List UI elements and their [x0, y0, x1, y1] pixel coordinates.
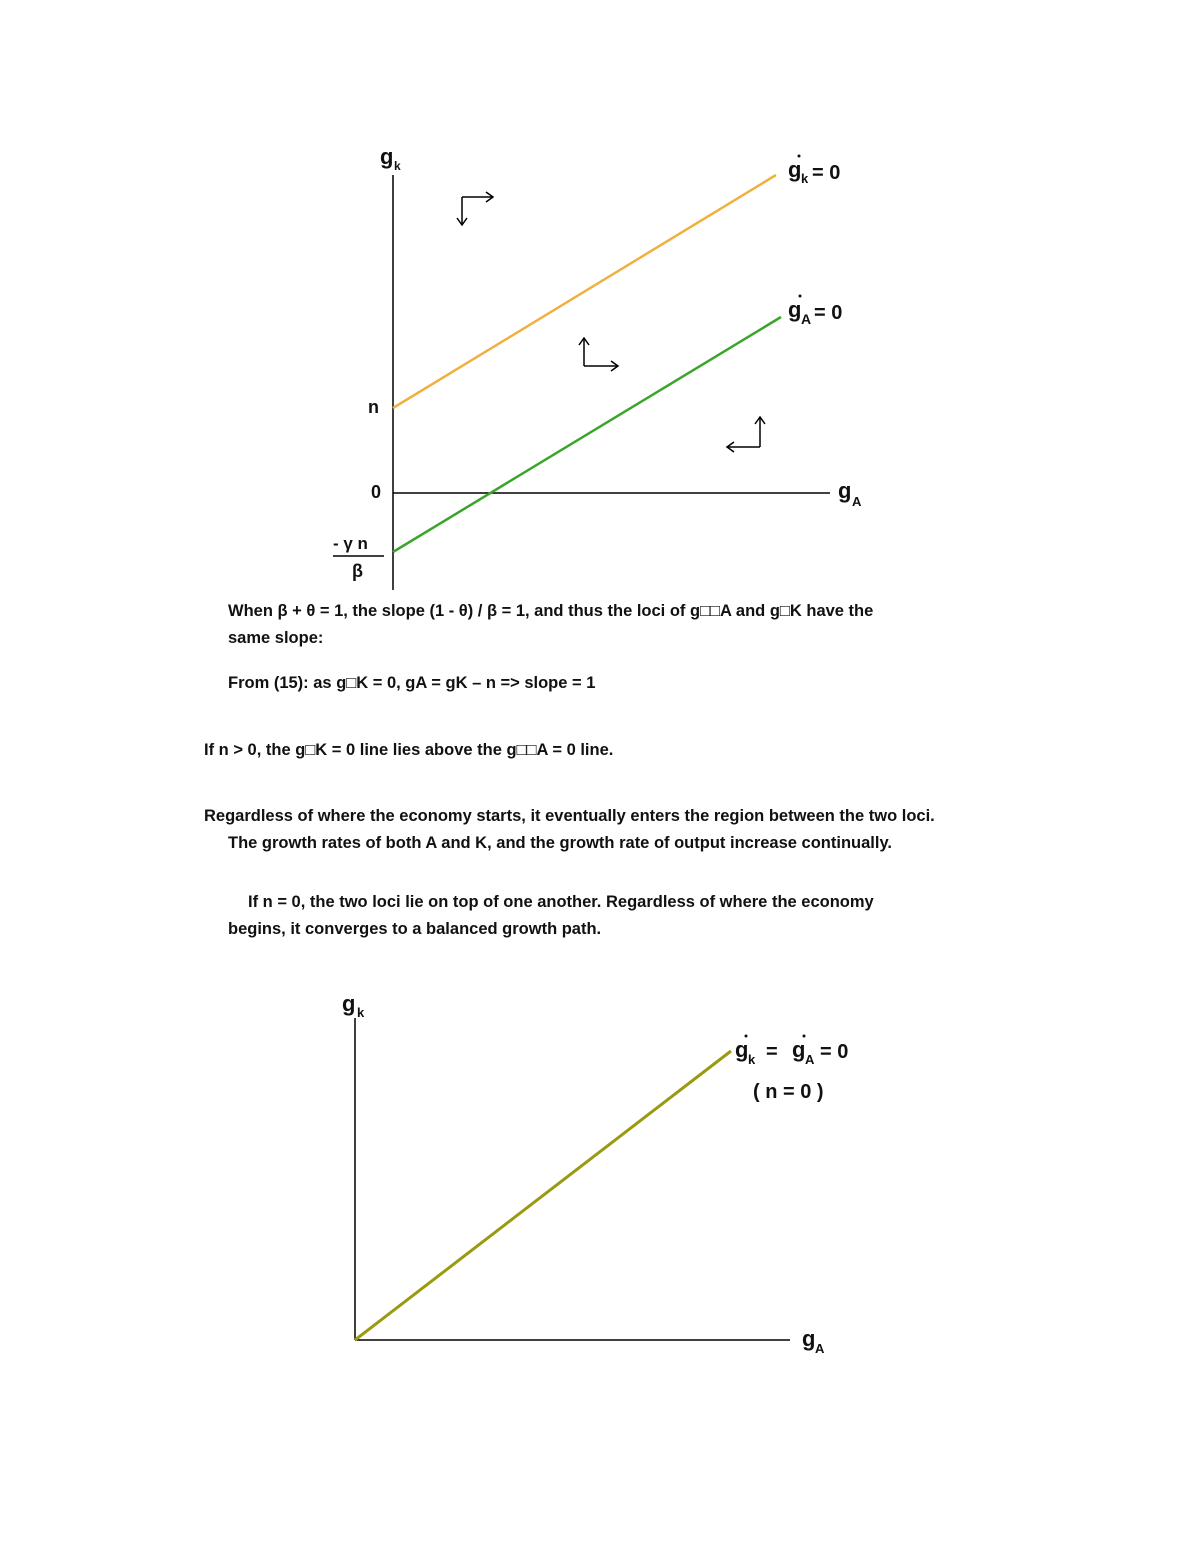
x-axis-label: g	[838, 478, 852, 503]
combined-locus	[355, 1051, 731, 1340]
combined-label-ga-dot-icon	[803, 1035, 806, 1038]
paragraph-n-positive: If n > 0, the g□K = 0 line lies above the g□□A = 0 line.	[204, 741, 614, 759]
paragraph-regardless-line-1: Regardless of where the economy starts, it eventually enters the region between the two loci.	[204, 807, 935, 825]
paragraph-from-15: From (15): as g□K = 0, gA = gK – n => slope = 1	[228, 674, 596, 692]
combined-label-note: ( n = 0 )	[753, 1081, 824, 1103]
combined-label-ga-sub: A	[805, 1052, 815, 1067]
ga-locus-label-sub: A	[801, 311, 812, 327]
ga-locus-label-eq: = 0	[814, 302, 843, 324]
y-axis-label-2-sub: k	[357, 1005, 365, 1020]
intercept-numerator: - γ n	[333, 534, 368, 553]
combined-label-equals: =	[766, 1041, 778, 1063]
y-axis-label-2: g	[342, 991, 356, 1016]
ga-locus-label: g	[788, 297, 802, 322]
paragraph-slope-line-1: When β + θ = 1, the slope (1 - θ) / β = 1, and thus the loci of g□□A and g□K have the	[228, 602, 874, 620]
tick-n: n	[368, 397, 379, 417]
x-axis-label-2: g	[802, 1326, 816, 1351]
x-axis-label-2-sub: A	[815, 1341, 825, 1356]
combined-label-ga: g	[792, 1037, 806, 1062]
paragraph-n-zero-line-2: begins, it converges to a balanced growth path.	[228, 920, 602, 938]
combined-label-gk-dot-icon	[745, 1035, 748, 1038]
intercept-denominator: β	[352, 561, 363, 581]
combined-label-eq: = 0	[820, 1041, 849, 1063]
combined-label-gk: g	[735, 1037, 749, 1062]
combined-label-gk-sub: k	[748, 1052, 756, 1067]
gk-locus-label-sub: k	[801, 171, 809, 186]
paragraph-n-zero-line-1: If n = 0, the two loci lie on top of one another. Regardless of where the economy	[248, 893, 874, 911]
gk-locus-label-eq: = 0	[812, 162, 841, 184]
y-axis-label-sub: k	[394, 159, 401, 173]
gk-locus-label: g	[788, 157, 802, 182]
tick-zero: 0	[371, 482, 382, 502]
x-axis-label-sub: A	[852, 494, 862, 509]
paragraph-regardless-line-2: The growth rates of both A and K, and the growth rate of output increase continually.	[228, 834, 892, 852]
paragraph-slope-line-2: same slope:	[228, 629, 324, 647]
y-axis-label: g	[380, 144, 394, 169]
